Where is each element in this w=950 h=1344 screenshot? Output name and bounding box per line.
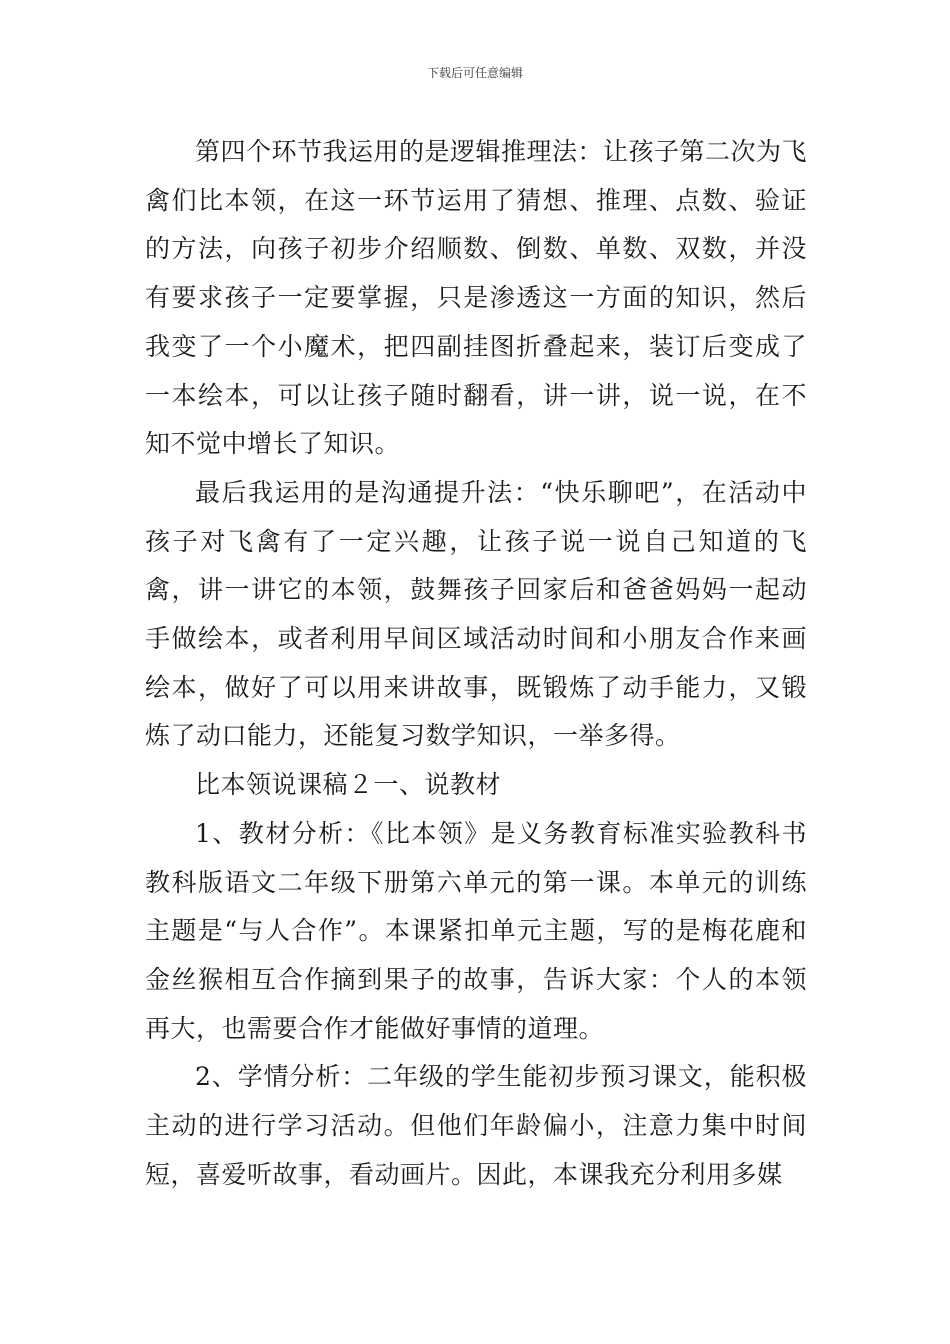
page-header-note: 下载后可任意编辑: [426, 66, 523, 80]
paragraph-communication: 最后我运用的是沟通提升法：“快乐聊吧”，在活动中孩子对飞禽有了一定兴趣，让孩子说一说自己知道的飞禽，讲一讲它的本领，鼓舞孩子回家后和爸爸妈妈一起动手做绘本，或者利用早间区域活动时间和小朋友合作来画绘本，做好了可以用来讲故事，既锻炼了动手能力，又锻炼了动口能力，还能复习数学知识，一举多得。: [145, 477, 807, 751]
paragraph-logic-reasoning: 第四个环节我运用的是逻辑推理法：让孩子第二次为飞禽们比本领，在这一环节运用了猜想、推理、点数、验证的方法，向孩子初步介绍顺数、倒数、单数、双数，并没有要求孩子一定要掌握，只是渗透这一方面的知识，然后我变了一个小魔术，把四副挂图折叠起来，装订后变成了一本绘本，可以让孩子随时翻看，讲一讲，说一说，在不知不觉中增长了知识。: [145, 137, 808, 459]
section-heading: 比本领说课稿２一、说教材: [195, 770, 502, 800]
paragraph-student-analysis: 2、学情分析：二年级的学生能初步预习课文，能积极主动的进行学习活动。但他们年龄偏小，注意力集中时间短，喜爱听故事，看动画片。因此，本课我充分利用多媒: [145, 1062, 807, 1189]
document-body: [145, 128, 807, 1199]
paragraph-textbook-analysis: 1、教材分析：《比本领》是义务教育标准实验教科书教科版语文二年级下册第六单元的第一课。本单元的训练主题是“与人合作”。本课紧扣单元主题，写的是梅花鹿和金丝猴相互合作摘到果子的故事，告诉大家：个人的本领再大，也需要合作才能做好事情的道理。: [145, 818, 807, 1043]
